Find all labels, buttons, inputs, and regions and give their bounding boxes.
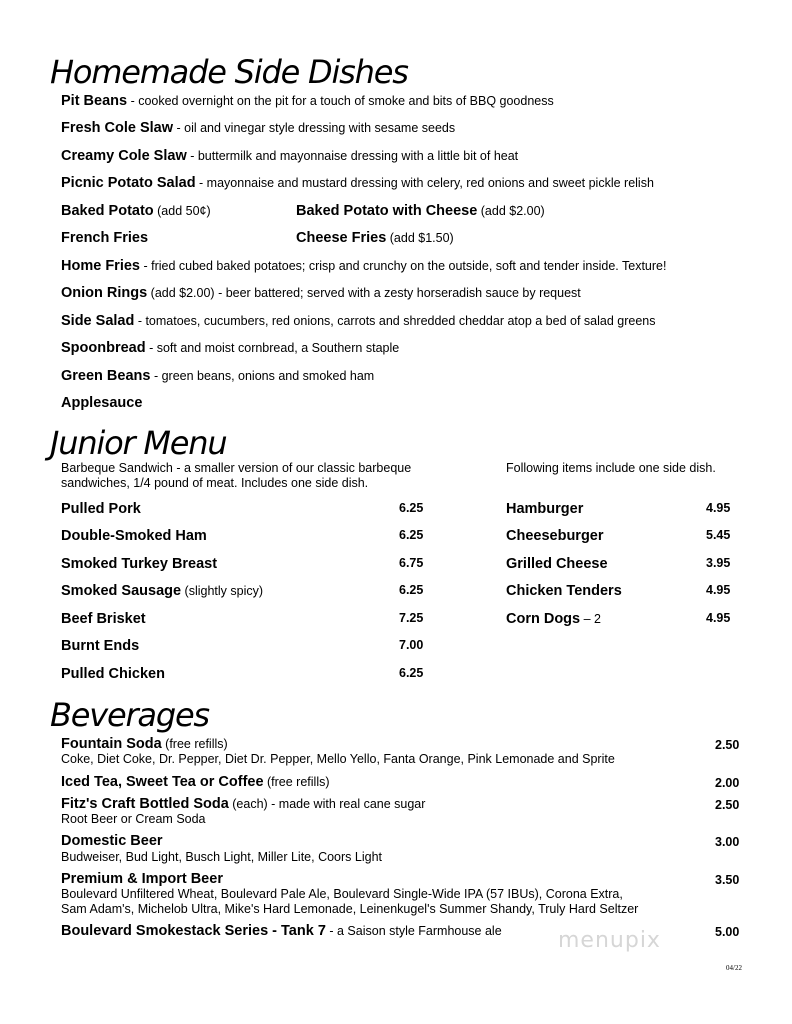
junior-price: 6.75 — [399, 556, 424, 570]
beverage-description: Sam Adam's, Michelob Ultra, Mike's Hard Lemonade, Leinenkugel's Summer Shandy, Truly Hard Seltzer — [61, 902, 639, 916]
junior-price: 3.95 — [706, 556, 731, 570]
junior-item: Smoked Turkey Breast — [61, 556, 218, 572]
side-french-fries: French Fries — [61, 230, 149, 246]
junior-item: Chicken Tenders — [506, 583, 622, 599]
beverage-item: Boulevard Smokestack Series - Tank 7 - a Saison style Farmhouse ale — [61, 923, 502, 939]
side-spoonbread: Spoonbread - soft and moist cornbread, a Southern staple — [61, 340, 400, 356]
beverage-price: 2.00 — [715, 776, 740, 790]
beverage-description: Coke, Diet Coke, Dr. Pepper, Diet Dr. Pepper, Mello Yello, Fanta Orange, Pink Lemonade and Sprite — [61, 752, 615, 766]
junior-item: Pulled Pork — [61, 501, 141, 517]
watermark-logo: menupix — [558, 928, 661, 953]
side-onion-rings: Onion Rings (add $2.00) - beer battered; served with a zesty horseradish sauce by request — [61, 285, 581, 301]
side-creamy-cole-slaw: Creamy Cole Slaw - buttermilk and mayonnaise dressing with a little bit of heat — [61, 148, 519, 164]
side-applesauce: Applesauce — [61, 395, 143, 411]
date-code: 04/22 — [726, 964, 742, 972]
beverages-title: Beverages — [50, 696, 209, 734]
junior-item: Cheeseburger — [506, 528, 604, 544]
beverage-item: Fitz's Craft Bottled Soda (each) - made with real cane sugar — [61, 796, 426, 812]
junior-item: Pulled Chicken — [61, 666, 165, 682]
side-home-fries: Home Fries - fried cubed baked potatoes; crisp and crunchy on the outside, soft and tender inside. Texture! — [61, 258, 667, 274]
beverage-item: Iced Tea, Sweet Tea or Coffee (free refills) — [61, 774, 330, 790]
side-picnic-potato-salad: Picnic Potato Salad - mayonnaise and mustard dressing with celery, red onions and sweet pickle relish — [61, 175, 654, 191]
junior-item: Grilled Cheese — [506, 556, 608, 572]
junior-item: Corn Dogs – 2 — [506, 611, 601, 627]
beverage-description: Boulevard Unfiltered Wheat, Boulevard Pale Ale, Boulevard Single-Wide IPA (57 IBUs), Corona Extra, — [61, 887, 623, 901]
junior-price: 7.25 — [399, 611, 424, 625]
beverage-price: 3.50 — [715, 873, 740, 887]
beverage-description: Root Beer or Cream Soda — [61, 812, 206, 826]
beverage-price: 2.50 — [715, 798, 740, 812]
junior-price: 4.95 — [706, 583, 731, 597]
junior-price: 4.95 — [706, 501, 731, 515]
junior-item: Hamburger — [506, 501, 584, 517]
junior-price: 5.45 — [706, 528, 731, 542]
junior-item: Double-Smoked Ham — [61, 528, 207, 544]
beverage-item: Domestic Beer — [61, 833, 163, 849]
junior-price: 4.95 — [706, 611, 731, 625]
junior-left-note-2: sandwiches, 1/4 pound of meat. Includes one side dish. — [61, 476, 369, 490]
junior-title: Junior Menu — [50, 424, 227, 462]
side-pit-beans: Pit Beans - cooked overnight on the pit for a touch of smoke and bits of BBQ goodness — [61, 93, 554, 109]
junior-price: 6.25 — [399, 501, 424, 515]
junior-price: 6.25 — [399, 666, 424, 680]
side-green-beans: Green Beans - green beans, onions and smoked ham — [61, 368, 375, 384]
junior-right-note: Following items include one side dish. — [506, 461, 716, 475]
junior-item: Beef Brisket — [61, 611, 146, 627]
beverage-item: Premium & Import Beer — [61, 871, 223, 887]
junior-item: Smoked Sausage (slightly spicy) — [61, 583, 264, 599]
sides-title: Homemade Side Dishes — [50, 53, 408, 91]
beverage-item: Fountain Soda (free refills) — [61, 736, 228, 752]
beverage-description: Budweiser, Bud Light, Busch Light, Miller Lite, Coors Light — [61, 850, 383, 864]
junior-price: 7.00 — [399, 638, 424, 652]
side-cheese-fries: Cheese Fries (add $1.50) — [296, 230, 454, 246]
junior-price: 6.25 — [399, 528, 424, 542]
side-fresh-cole-slaw: Fresh Cole Slaw - oil and vinegar style dressing with sesame seeds — [61, 120, 456, 136]
junior-left-note-1: Barbeque Sandwich - a smaller version of our classic barbeque — [61, 461, 412, 475]
beverage-price: 5.00 — [715, 925, 740, 939]
beverage-price: 2.50 — [715, 738, 740, 752]
junior-item: Burnt Ends — [61, 638, 140, 654]
side-side-salad: Side Salad - tomatoes, cucumbers, red onions, carrots and shredded cheddar atop a bed of salad greens — [61, 313, 656, 329]
side-baked-potato-cheese: Baked Potato with Cheese (add $2.00) — [296, 203, 545, 219]
side-baked-potato: Baked Potato (add 50¢) — [61, 203, 211, 219]
junior-price: 6.25 — [399, 583, 424, 597]
beverage-price: 3.00 — [715, 835, 740, 849]
